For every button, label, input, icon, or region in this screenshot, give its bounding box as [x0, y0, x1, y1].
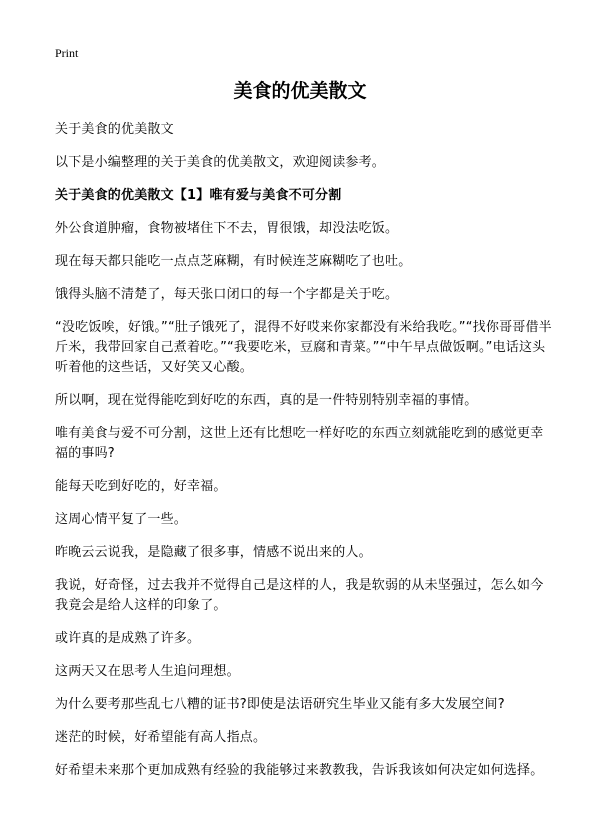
- paragraph: 外公食道肿瘤，食物被堵住下不去，胃很饿，却没法吃饭。: [55, 221, 399, 236]
- paragraph: 这两天又在思考人生追问理想。: [55, 664, 240, 679]
- page-title: 美食的优美散文: [233, 80, 367, 102]
- paragraph: 唯有美食与爱不可分割，这世上还有比想吃一样好吃的东西立刻就能吃到的感觉更幸福的事吗?: [55, 426, 544, 461]
- paragraph: 现在每天都只能吃一点点芝麻糊，有时候连芝麻糊吃了也吐。: [55, 254, 412, 269]
- paragraph: 我说，好奇怪，过去我并不觉得自己是这样的人，我是软弱的从未坚强过，怎么如今我竟会是给人这样的印象了。: [55, 578, 544, 613]
- paragraph: “没吃饭唉，好饿。”“肚子饿死了，混得不好哎来你家都没有米给我吃。”“找你哥哥借半斤米，我带回家自己煮着吃。”“我要吃米，豆腐和青菜。”“中午早点做饭啊。”电话这头听着他的这些话，又好笑又心酸。: [55, 320, 552, 375]
- paragraph: 好希望未来那个更加成熟有经验的我能够过来教教我，告诉我该如何决定如何选择。: [55, 763, 544, 778]
- article-body: [55, 120, 555, 794]
- paragraph: 饿得头脑不清楚了，每天张口闭口的每一个字都是关于吃。: [55, 287, 399, 302]
- paragraph: 为什么要考那些乱七八糟的证书?即使是法语研究生毕业又能有多大发展空间?: [55, 697, 505, 712]
- article-subtitle: 关于美食的优美散文: [55, 122, 174, 137]
- section-heading: 关于美食的优美散文【1】唯有爱与美食不可分割: [55, 188, 342, 203]
- paragraph: 能每天吃到好吃的，好幸福。: [55, 479, 227, 494]
- paragraph: 或许真的是成熟了许多。: [55, 631, 201, 646]
- paragraph: 所以啊，现在觉得能吃到好吃的东西，真的是一件特别特别幸福的事情。: [55, 393, 478, 408]
- print-label: Print: [55, 46, 79, 60]
- paragraph: 这周心情平复了一些。: [55, 512, 188, 527]
- paragraph: 迷茫的时候，好希望能有高人指点。: [55, 730, 267, 745]
- paragraph: 以下是小编整理的关于美食的优美散文，欢迎阅读参考。: [55, 155, 386, 170]
- paragraph: 昨晚云云说我，是隐藏了很多事，情感不说出来的人。: [55, 545, 372, 560]
